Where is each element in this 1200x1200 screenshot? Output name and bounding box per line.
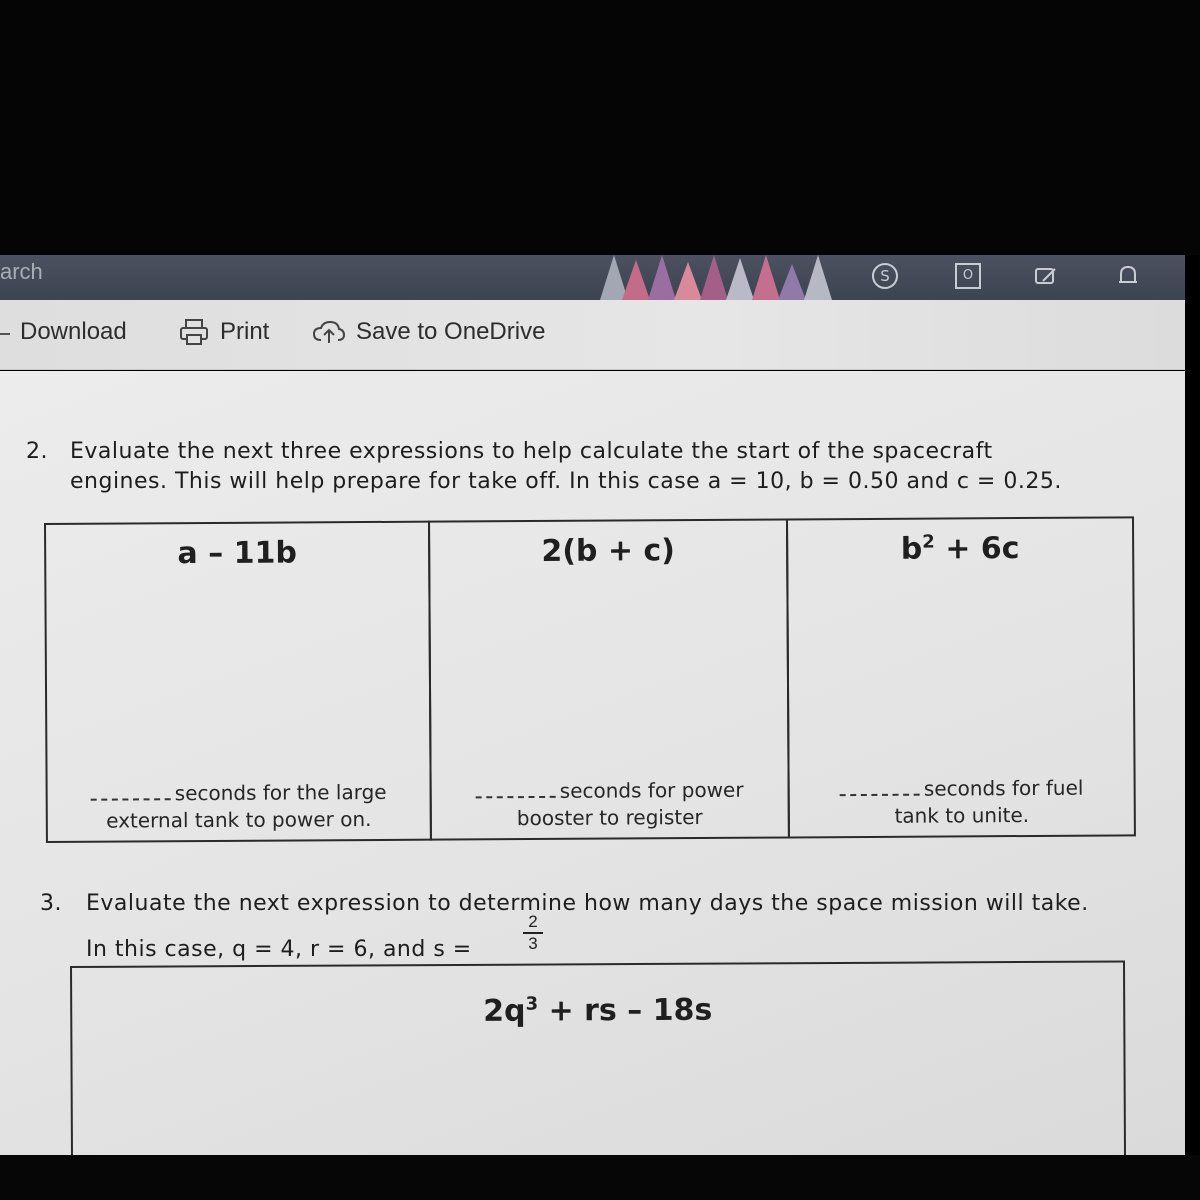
answer-text-2b: booster to register	[516, 804, 703, 831]
question-3-prompt-line-2: In this case, q = 4, r = 6, and s =	[86, 937, 472, 962]
answer-blank-1[interactable]	[91, 798, 171, 800]
edit-icon[interactable]	[1033, 263, 1059, 289]
camera-black-border-bottom	[0, 1155, 1200, 1200]
document-page	[0, 371, 1185, 1155]
expression-box-question-3	[70, 960, 1126, 1166]
expression-cell-3	[786, 516, 1136, 838]
expression-3-exponent: 2	[922, 531, 935, 553]
question-2-number: 2.	[26, 439, 48, 464]
onedrive-label: Save to OneDrive	[356, 318, 546, 345]
fraction-s-value	[522, 912, 544, 954]
camera-black-border-top	[0, 0, 1200, 255]
bell-icon[interactable]	[1115, 263, 1141, 289]
answer-blank-2[interactable]	[476, 796, 556, 798]
answer-line-2	[432, 776, 788, 832]
answer-line-1	[48, 779, 430, 835]
expression-3	[788, 530, 1132, 567]
question-2-prompt-line-1: Evaluate the next three expressions to help calculate the start of the spacecraft	[70, 439, 993, 464]
expression-1: a – 11b	[177, 535, 297, 572]
question-3-number: 3.	[40, 891, 62, 916]
answer-text-3b: tank to unite.	[894, 802, 1030, 828]
answer-text-3a: seconds for fuel	[923, 775, 1084, 801]
answer-text-2a: seconds for power	[559, 777, 744, 803]
download-button[interactable]	[0, 318, 127, 346]
printer-icon	[178, 318, 210, 346]
expression-2: 2(b + c)	[541, 533, 676, 569]
answer-text-1b: external tank to power on.	[106, 807, 372, 833]
question-2-prompt-line-2: engines. This will help prepare for take off. In this case a = 10, b = 0.50 and c = 0.25.	[70, 469, 1062, 494]
download-icon	[0, 333, 10, 335]
expression-4	[72, 990, 1123, 1031]
expression-4-pre: 2q	[483, 993, 526, 1029]
header-banner-decoration	[600, 255, 840, 300]
save-to-onedrive-button[interactable]	[312, 318, 545, 346]
question-3-prompt-line-1: Evaluate the next expression to determine how many days the space mission will take.	[86, 891, 1089, 916]
browser-chrome-bar	[0, 255, 1185, 300]
answer-line-3	[790, 774, 1134, 830]
skype-icon[interactable]: S	[872, 263, 898, 289]
expression-table	[44, 516, 1136, 843]
answer-blank-3[interactable]	[840, 794, 920, 796]
print-button[interactable]	[178, 318, 269, 346]
print-label: Print	[220, 318, 270, 345]
expression-cell-1	[44, 521, 432, 843]
search-box-fragment[interactable]: arch	[0, 259, 43, 284]
expression-4-post: + rs – 18s	[538, 992, 713, 1029]
answer-text-1a: seconds for the large	[174, 779, 387, 806]
expression-4-exponent: 3	[525, 993, 539, 1015]
fraction-numerator: 2	[528, 912, 538, 931]
viewer-toolbar	[0, 300, 1185, 370]
expression-3-base: b	[900, 531, 923, 567]
cloud-upload-icon	[312, 319, 346, 345]
office-icon[interactable]: O	[955, 263, 981, 289]
download-label: Download	[20, 318, 127, 345]
fraction-denominator: 3	[528, 934, 538, 953]
expression-cell-2	[428, 518, 790, 840]
expression-3-rest: + 6c	[934, 531, 1020, 567]
